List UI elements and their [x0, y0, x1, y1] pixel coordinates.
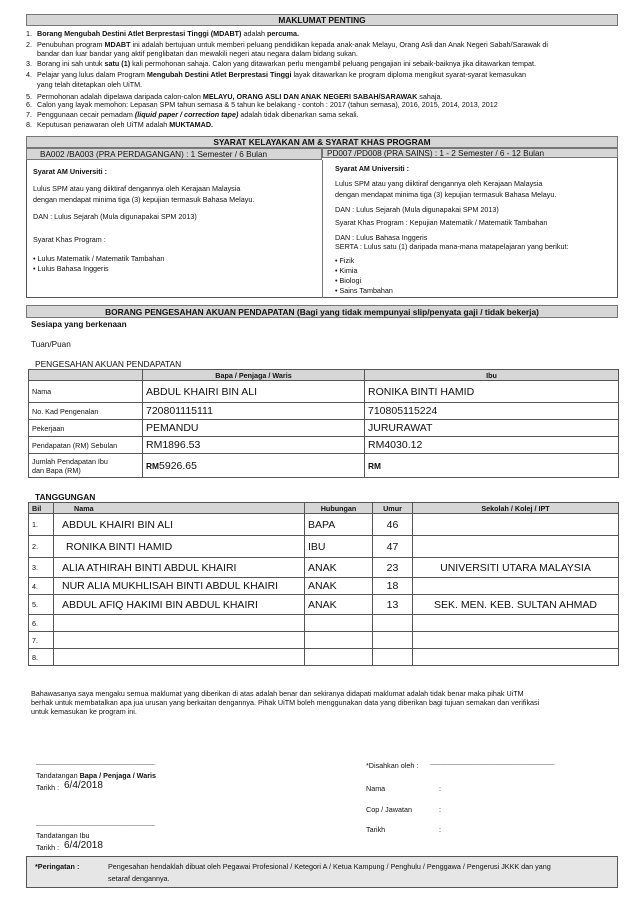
father-date-value[interactable]: 6/4/2018 [64, 780, 103, 791]
maklumat-item: 6. Calon yang layak memohon: Lepasan SPM tahun semasa & 5 tahun ke belakang - contoh : 2017 (tahun semasa), 2016, 2015, 2014, 2013, 2012 [26, 100, 498, 109]
maklumat-item: 7. Penggunaan cecair pemadam (liquid paper / correction tape) adalah tidak dibenarkan sama sekali. [26, 110, 359, 119]
right-subject-item: • Biologi [335, 276, 361, 285]
right-am-text2: dengan mendapat minima tiga (3) kepujian termasuk Bahasa Melayu. [335, 190, 557, 199]
col-sekolah: Sekolah / Kolej / IPT [413, 503, 619, 514]
dependent-school-field[interactable] [413, 649, 619, 666]
maklumat-item: 1. Borang Mengubah Destini Atlet Berprestasi Tinggi (MDABT) adalah percuma. [26, 29, 300, 38]
dependent-name-field[interactable]: ABDUL KHAIRI BIN ALI [54, 514, 305, 536]
left-khas-item: • Lulus Matematik / Matematik Tambahan [33, 254, 164, 263]
right-am-text1: Lulus SPM atau yang diiktiraf dengannya oleh Kerajaan Malaysia [335, 179, 543, 188]
father-name-field[interactable]: ABDUL KHAIRI BIN ALI [143, 381, 365, 403]
dependent-age-field[interactable] [373, 632, 413, 649]
dependent-number: 7. [29, 632, 54, 649]
syarat-divider [322, 160, 323, 298]
table-row [29, 536, 619, 558]
income-row-label: No. Kad Pengenalan [29, 403, 143, 420]
declaration-line: Bahawasanya saya mengaku semua maklumat yang diberikan di atas adalah benar dan sekiranya didapati maklumat adalah tidak benar maka pihak UiTM [31, 689, 524, 698]
dependent-number: 6. [29, 615, 54, 632]
right-dan1: DAN : Lulus Sejarah (Mula digunapakai SPM 2013) [335, 205, 499, 214]
right-dan2: DAN : Lulus Bahasa Inggeris [335, 233, 428, 242]
col-hubungan: Hubungan [305, 503, 373, 514]
table-row [29, 615, 619, 632]
income-header-father: Bapa / Penjaga / Waris [143, 370, 365, 381]
dependent-school-field[interactable] [413, 578, 619, 595]
income-header-mother: Ibu [365, 370, 619, 381]
right-subject-item: • Kimia [335, 266, 358, 275]
verifier-name-colon: : [439, 784, 441, 793]
right-am-title: Syarat AM Universiti : [335, 164, 410, 173]
section-title-maklumat: MAKLUMAT PENTING [26, 14, 618, 26]
total-income-value: 5926.65 [159, 459, 197, 472]
left-khas-title: Syarat Khas Program : [33, 235, 106, 244]
dependent-name-field[interactable] [54, 649, 305, 666]
income-title: PENGESAHAN AKUAN PENDAPATAN [35, 359, 182, 369]
income-row-label: Pendapatan (RM) Sebulan [29, 437, 143, 454]
table-row [29, 558, 619, 578]
left-khas-item: • Lulus Bahasa Inggeris [33, 264, 109, 273]
salutation: Tuan/Puan [31, 340, 71, 349]
maklumat-item: 8. Keputusan penawaran oleh UiTM adalah MUKTAMAD. [26, 120, 214, 129]
mother-job-field[interactable]: JURURAWAT [365, 420, 619, 437]
col-nama: Nama [54, 503, 305, 514]
dependent-number: 8. [29, 649, 54, 666]
father-signature-line[interactable]: ______________________ [36, 756, 156, 766]
mother-ic-field[interactable]: 710805115224 [365, 403, 619, 420]
mother-income-field[interactable]: RM4030.12 [365, 437, 619, 454]
maklumat-item: 4. Pelajar yang lulus dalam Program Mengubah Destini Atlet Berprestasi Tinggi layak ditawarkan ke program diploma mengikut syarat-syarat kemasukan [26, 70, 526, 79]
right-program-header: PD007 /PD008 (PRA SAINS) : 1 - 2 Semester / 6 - 12 Bulan [327, 149, 545, 158]
mother-name-field[interactable]: RONIKA BINTI HAMID [365, 381, 619, 403]
table-row [29, 649, 619, 666]
verifier-stamp-label: Cop / Jawatan [366, 805, 412, 814]
income-row-label: Nama [29, 381, 143, 403]
dependent-number: 5. [29, 595, 54, 615]
total-income-mother[interactable]: RM [365, 454, 619, 478]
warning-text: Pengesahan hendaklah dibuat oleh Pegawai Profesional / Ketegori A / Ketua Kampung / Penghulu / Penggawa / Pengerusi JKKK dan yang [108, 862, 551, 871]
dependent-school-field[interactable]: SEK. MEN. KEB. SULTAN AHMAD [413, 595, 619, 615]
dependent-age-field[interactable]: 47 [373, 536, 413, 558]
father-ic-field[interactable]: 720801115111 [143, 403, 365, 420]
total-prefix: RM [146, 460, 160, 471]
verifier-date-colon: : [439, 825, 441, 834]
left-program-header: BA002 /BA003 (PRA PERDAGANGAN) : 1 Semester / 6 Bulan [40, 150, 268, 159]
right-khas: Syarat Khas Program : Kepujian Matematik / Matematik Tambahan [335, 218, 548, 227]
dependent-school-field[interactable] [413, 632, 619, 649]
income-header-label [29, 370, 143, 381]
dependent-age-field[interactable] [373, 649, 413, 666]
dependent-relation-field[interactable] [305, 615, 373, 632]
dependent-number: 1. [29, 514, 54, 536]
table-row [29, 595, 619, 615]
verifier-stamp-colon: : [439, 805, 441, 814]
verifier-date-label: Tarikh [366, 825, 386, 834]
dependent-relation-field[interactable]: IBU [305, 536, 373, 558]
father-date-label: Tarikh : [36, 783, 60, 792]
dependent-name-field[interactable]: NUR ALIA MUKHLISAH BINTI ABDUL KHAIRI [54, 578, 305, 595]
total-income-field[interactable] [143, 454, 365, 478]
dependent-age-field[interactable]: 18 [373, 578, 413, 595]
father-job-field[interactable]: PEMANDU [143, 420, 365, 437]
mother-date-value[interactable]: 6/4/2018 [64, 840, 103, 851]
dependent-relation-field[interactable]: ANAK [305, 558, 373, 578]
left-am-title: Syarat AM Universiti : [33, 167, 108, 176]
dependent-school-field[interactable] [413, 536, 619, 558]
greeting: Sesiapa yang berkenaan [31, 320, 127, 329]
dependent-relation-field[interactable]: ANAK [305, 595, 373, 615]
tanggungan-title: TANGGUNGAN [35, 492, 96, 502]
dependent-name-field[interactable] [54, 615, 305, 632]
maklumat-item: yang telah ditetapkan oleh UiTM. [37, 80, 143, 89]
maklumat-item: bandar dan luar bandar yang aktif penglibatan dan mewakili negeri atau negara dalam bidang sukan. [37, 49, 358, 58]
col-umur: Umur [373, 503, 413, 514]
dependent-number: 3. [29, 558, 54, 578]
maklumat-item: 5. Permohonan adalah dipelawa daripada calon-calon MELAYU, ORANG ASLI DAN ANAK NEGERI SABAH/SARAWAK sahaja. [26, 92, 443, 101]
maklumat-item: 2. Penubuhan program MDABT ini adalah bertujuan untuk memberi peluang pendidikan kepada anak-anak Melayu, Orang Asli dan Anak Negeri Sabah/Sarawak di [26, 40, 549, 49]
section-title-pengesahan: BORANG PENGESAHAN AKUAN PENDAPATAN (Bagi yang tidak mempunyai slip/penyata gaji / tidak bekerja) [26, 305, 618, 318]
warning-label: *Peringatan : [35, 862, 80, 871]
dependent-relation-field[interactable]: BAPA [305, 514, 373, 536]
declaration-line: berhak untuk membatalkan apa jua urusan yang berkaitan dengannya. Pihak UiTM boleh menggunakan data yang diberikan bagi tujuan semakan dan verifikasi [31, 698, 540, 707]
verified-by-label: *Disahkan oleh : [366, 761, 419, 770]
dependent-number: 2. [29, 536, 54, 558]
section-title-syarat: SYARAT KELAYAKAN AM & SYARAT KHAS PROGRAM [26, 136, 618, 148]
table-row [29, 514, 619, 536]
dependent-name-field[interactable]: ABDUL AFIQ HAKIMI BIN ABDUL KHAIRI [54, 595, 305, 615]
dependent-school-field[interactable] [413, 514, 619, 536]
table-row [29, 632, 619, 649]
dependent-school-field[interactable]: UNIVERSITI UTARA MALAYSIA [413, 558, 619, 578]
dependent-name-field[interactable]: ALIA ATHIRAH BINTI ABDUL KHAIRI [54, 558, 305, 578]
left-dan: DAN : Lulus Sejarah (Mula digunapakai SPM 2013) [33, 212, 197, 221]
father-income-field[interactable]: RM1896.53 [143, 437, 365, 454]
dependent-name-field[interactable]: RONIKA BINTI HAMID [54, 536, 305, 558]
father-signature-label: Tandatangan Bapa / Penjaga / Waris [36, 771, 156, 780]
declaration-line: untuk kemasukan ke program ini. [31, 707, 137, 716]
dependent-relation-field[interactable]: ANAK [305, 578, 373, 595]
left-am-text2: dengan mendapat minima tiga (3) kepujian termasuk Bahasa Melayu. [33, 195, 255, 204]
left-am-text1: Lulus SPM atau yang diiktiraf dengannya oleh Kerajaan Malaysia [33, 184, 241, 193]
col-bil: Bil [29, 503, 54, 514]
right-subject-item: • Sains Tambahan [335, 286, 393, 295]
mother-signature-line[interactable]: ______________________ [36, 817, 156, 827]
right-subject-item: • Fizik [335, 256, 354, 265]
maklumat-item: 3. Borang ini sah untuk satu (1) kali permohonan sahaja. Calon yang ditawarkan perlu mengambil peluang pengajian ini sebaik-baiknya jika ditawarkan tempat. [26, 59, 537, 68]
dependent-age-field[interactable]: 13 [373, 595, 413, 615]
dependent-number: 4. [29, 578, 54, 595]
dependent-name-field[interactable] [54, 632, 305, 649]
total-income-label: Jumlah Pendapatan Ibu dan Bapa (RM) [29, 454, 143, 478]
warning-box [26, 856, 618, 888]
dependent-age-field[interactable] [373, 615, 413, 632]
dependent-relation-field[interactable] [305, 632, 373, 649]
dependent-age-field[interactable]: 23 [373, 558, 413, 578]
dependent-relation-field[interactable] [305, 649, 373, 666]
income-table [28, 369, 619, 478]
income-row-label: Pekerjaan [29, 420, 143, 437]
dependent-school-field[interactable] [413, 615, 619, 632]
verifier-name-label: Nama [366, 784, 386, 793]
table-row [29, 578, 619, 595]
mother-signature-label: Tandatangan Ibu [36, 831, 90, 840]
verified-by-line[interactable]: _______________________ [430, 756, 555, 766]
right-serta: SERTA : Lulus satu (1) daripada mana-mana matapelajaran yang berikut: [335, 242, 569, 251]
tanggungan-table [28, 502, 619, 666]
mother-date-label: Tarikh : [36, 843, 60, 852]
warning-text: setaraf dengannya. [108, 874, 170, 883]
dependent-age-field[interactable]: 46 [373, 514, 413, 536]
